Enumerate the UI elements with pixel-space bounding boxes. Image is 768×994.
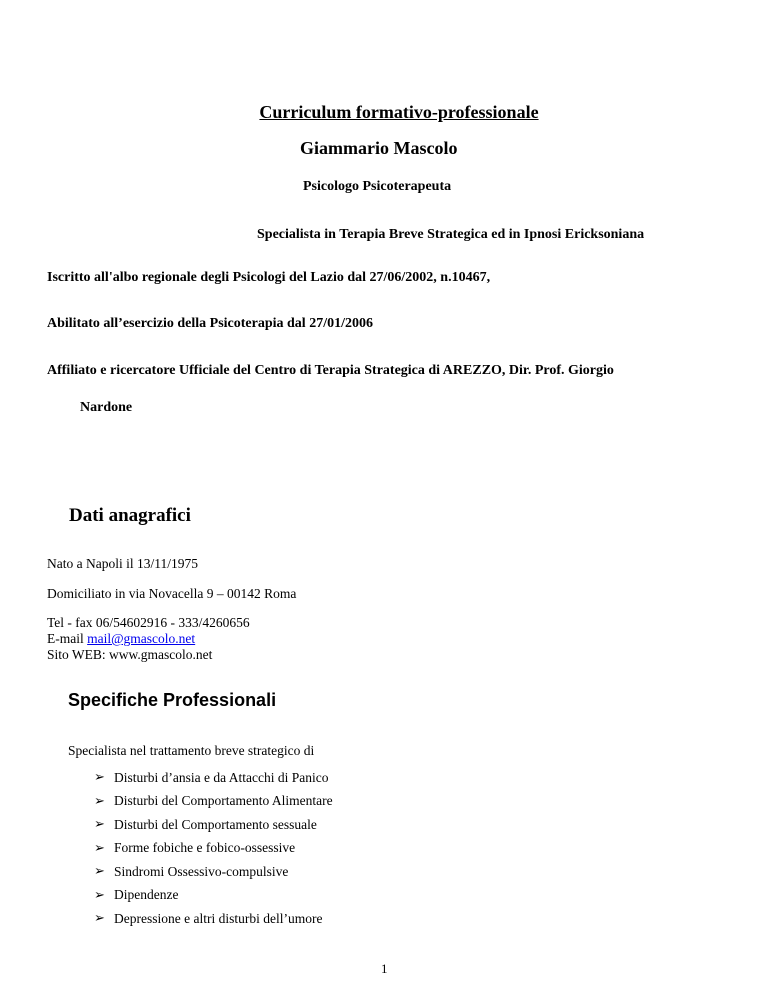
page-number: 1 xyxy=(381,961,388,976)
document-title: Curriculum formativo-professionale xyxy=(259,102,539,122)
list-item: ➢ Depressione e altri disturbi dell’umore xyxy=(94,910,323,927)
list-item: ➢ Forme fobiche e fobico-ossessive xyxy=(94,840,296,856)
list-item: ➢ Sindromi Ossessivo-compulsive xyxy=(94,863,289,880)
phone-info: Tel - fax 06/54602916 - 333/4260656 xyxy=(47,615,250,630)
email-label: E-mail xyxy=(47,631,88,646)
address-info: Domiciliato in via Novacella 9 – 00142 Roma xyxy=(47,586,297,601)
section-heading-professional: Specifiche Professionali xyxy=(68,690,277,710)
license-line: Abilitato all’esercizio della Psicoterapia dal 27/01/2006 xyxy=(47,316,373,331)
email-link[interactable]: mail@gmascolo.net xyxy=(87,631,196,646)
person-name: Giammario Mascolo xyxy=(300,138,458,158)
section-heading-personal: Dati anagrafici xyxy=(69,505,191,526)
arrow-bullet-icon: ➢ xyxy=(94,864,105,880)
list-item: ➢ Disturbi del Comportamento Alimentare xyxy=(94,793,333,809)
website-info: Sito WEB: www.gmascolo.net xyxy=(47,647,213,662)
affiliation-line: Affiliato e ricercatore Ufficiale del Centro di Terapia Strategica di AREZZO, Dir. Prof. Giorgio xyxy=(47,363,614,378)
arrow-bullet-icon: ➢ xyxy=(94,911,105,927)
arrow-bullet-icon: ➢ xyxy=(94,887,105,903)
list-item: ➢ Disturbi del Comportamento sessuale xyxy=(94,816,317,833)
list-item: ➢ Dipendenze xyxy=(94,887,179,903)
specialties-list xyxy=(94,766,333,931)
email-info xyxy=(47,631,195,647)
person-specialization: Specialista in Terapia Breve Strategica ed in Ipnosi Ericksoniana xyxy=(257,227,645,242)
arrow-bullet-icon: ➢ xyxy=(94,793,105,809)
registration-line: Iscritto all'albo regionale degli Psicologi del Lazio dal 27/06/2002, n.10467, xyxy=(47,270,491,285)
person-role: Psicologo Psicoterapeuta xyxy=(303,179,452,194)
birth-info: Nato a Napoli il 13/11/1975 xyxy=(47,556,198,571)
affiliation-line-continued: Nardone xyxy=(80,400,133,415)
professional-intro: Specialista nel trattamento breve strategico di xyxy=(68,743,315,758)
arrow-bullet-icon: ➢ xyxy=(94,840,105,856)
arrow-bullet-icon: ➢ xyxy=(94,817,105,833)
arrow-bullet-icon: ➢ xyxy=(94,770,105,786)
list-item: ➢ Disturbi d’ansia e da Attacchi di Panico xyxy=(94,769,329,786)
